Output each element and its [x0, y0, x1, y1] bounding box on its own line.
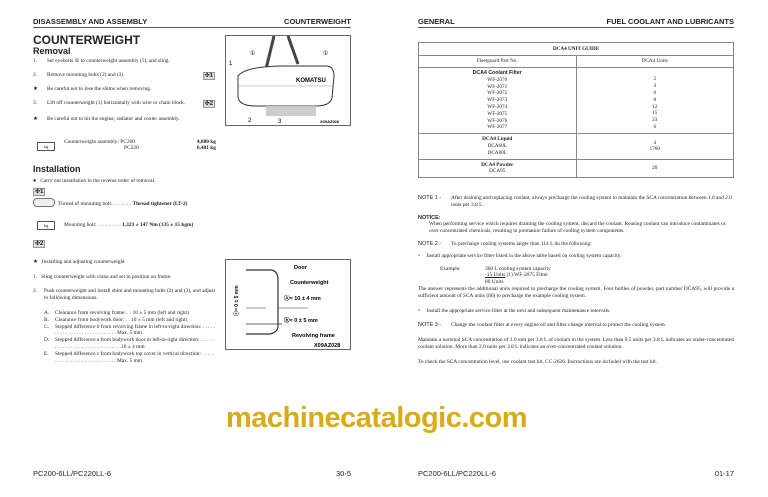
svg-text:ⓑ= 0 ± 5 mm: ⓑ= 0 ± 5 mm: [284, 318, 318, 324]
figure-code: X09AZ028: [314, 343, 341, 349]
thread-spec: Thread of mounting bolt: . . . . . . . Thread tightener (LT-2): [58, 201, 188, 207]
clearance-figure: [225, 259, 351, 350]
section-title: DISASSEMBLY AND ASSEMBLY: [33, 17, 148, 26]
section-title: GENERAL: [418, 17, 455, 26]
clearance-diagram: [226, 260, 350, 349]
svg-text:ⓒ= 0 ± 5 mm: ⓒ= 0 ± 5 mm: [234, 285, 240, 316]
svg-text:Door: Door: [294, 265, 307, 271]
table-title: DCA4 UNIT GUIDE: [419, 43, 734, 56]
svg-text:Counterweight: Counterweight: [290, 280, 329, 286]
counterweight-illustration: [226, 36, 350, 125]
reference-tag: ✣2: [204, 101, 213, 107]
bolt-torque-spec: Mounting bolt: . . . . . . . . . 1,323 ± 147 Nm (135 ± 15 kgm): [64, 222, 194, 228]
svg-text:ⓐ= 10 ± 4 mm: ⓐ= 10 ± 4 mm: [284, 296, 321, 302]
counterweight-figure: [225, 35, 351, 126]
chapter-title: FUEL COOLANT AND LUBRICANTS: [606, 17, 734, 26]
reference-tag: ✣2: [35, 241, 44, 247]
page-title: COUNTERWEIGHT: [33, 33, 141, 47]
svg-text:2: 2: [248, 118, 252, 124]
weight-spec: Counterweight assembly: PC200 4,880 kg PC220 6,481 kg: [64, 139, 216, 151]
thread-tightener-icon: [33, 198, 55, 207]
torque-icon: kg: [37, 221, 55, 230]
model-number: PC200-6LL/PC220LL-6: [418, 469, 496, 478]
right-page-header: [418, 17, 734, 28]
reference-tag: ✣1: [35, 189, 44, 195]
svg-text:3: 3: [278, 119, 282, 125]
svg-text:1: 1: [229, 61, 233, 67]
svg-text:①: ①: [323, 51, 329, 57]
svg-text:X09AZ026: X09AZ026: [320, 119, 340, 124]
weight-icon: kg: [37, 142, 55, 151]
step: 2. Remove mounting bolts (2) and (3). ✣1: [33, 72, 213, 79]
column-header: Fleetguard Part No.: [419, 56, 577, 68]
chapter-title: COUNTERWEIGHT: [284, 17, 351, 26]
page-number: 30-5: [335, 469, 351, 478]
svg-text:Revolving frame: Revolving frame: [292, 333, 335, 339]
removal-heading: Removal: [33, 46, 71, 56]
step: 3. Lift off counterweight (1) horizontally with wire or chain block. ✣2: [33, 100, 213, 107]
dca4-unit-guide-table: [418, 42, 734, 178]
removal-steps: [33, 58, 215, 130]
right-page-footer: [418, 469, 734, 478]
table-row: DCA4 Liquid DCA60L DCA80L 4 1760: [419, 134, 734, 159]
model-number: PC200-6LL/PC220LL-6: [33, 469, 111, 478]
column-header: DCA4 Units: [576, 56, 734, 68]
page-number: 01-17: [714, 469, 734, 478]
svg-text:①: ①: [250, 51, 256, 57]
reference-tag: ✣1: [204, 73, 213, 79]
watermark: machinecatalogic.com: [226, 402, 528, 434]
brand-label: KOMATSU: [296, 78, 326, 84]
table-row: DCA4 Powder DCA95 20: [419, 159, 734, 178]
table-row: DCA4 Coolant Filter WF-2070 WF-2071 WF-2072 WF-2073 WF-2074 WF-2075 WF-2076 WF-2077 2 4 6 8 12 15 23 0: [419, 68, 734, 134]
notes-section: NOTE 1 - After draining and replacing coolant, always precharge the cooling system to maintain the SCA concentration between 1.0 and 2.0 units per 3.8 L. NOTICE: When performing service which requires draining the cooling system, discard the coolant. Reusing coolant can introduce contaminates or over concentrated chemicals, resulting in premature failure of cooling system components. NOTE 2 - To precharge cooling systems larger than 114 L do the following: • Install appropriate service filter listed in the above table based on cooling system capacity. Example: 360 L cooling system capacity -15 Units (1) WF-2075 Filter 80 Units The answer represents the additional units required to precharge the cooling system. Four bottles of powder, part number DCA95, will provide a sufficient amount of SCA units (80) to precharge the example cooling system. • Install the appropriate service filter at the next and subsequent maintenance intervals. NOTE 3 - Change the coolant filter at every engine oil and filter change interval to protect the cooling system. Maintain a nominal SCA concentration of 1.0 unit per 3.8 L of coolant in the system. Less than 0.5 units per 3.8 L indicates an under-concentrated coolant solution. More than 2.0 units per 3.8 L indicates an over-concentrated coolant solution. To check the SCA concentration level, use coolant test kit, CC-2626. Instructions are included with the test kit.: [418, 195, 734, 365]
installation-heading: Installation: [33, 164, 81, 174]
install-note: ● Carry out installation in the reverse order of removal.: [33, 178, 156, 184]
step: ★ Be careful not to hit the engine, radiator and cooler assembly.: [33, 116, 180, 122]
step: 1. Set eyebolts ① to counterweight assembly (1), and sling.: [33, 58, 170, 64]
step: ★ Be careful not to lose the shims when removing.: [33, 86, 152, 92]
adjust-steps: ★ Installing and adjusting counterweight 1. Sling counterweight with crane and set in position on frame. 2. Push counterweight and install shim and mounting bolts (2) and (3), and adjust to following dimensions. A. Clearance from revolving frame: . . 10 ± 5 mm (left and right) B. Clearance from bodywork door: . . 10 ± 5 mm (left and right) C. Stepped difference b from revolving frame in left-to-right direction: . . . . . . . . . . . . . . . . . . . . . . . . . . . . Max. 5 mm D. Stepped difference a from bodywork door in left-to-right direction: . . . . . . . . . . . . . . . . . . . . . . . . . . . . . .10 ± 4 mm E. Stepped difference c from bodywork top cover in vertical direction: . . . . . . . . . . . . . . . . . . . . . . . . . . . . Max. 5 mm: [33, 259, 215, 364]
left-page-footer: [33, 469, 351, 478]
left-page-header: [33, 17, 351, 28]
